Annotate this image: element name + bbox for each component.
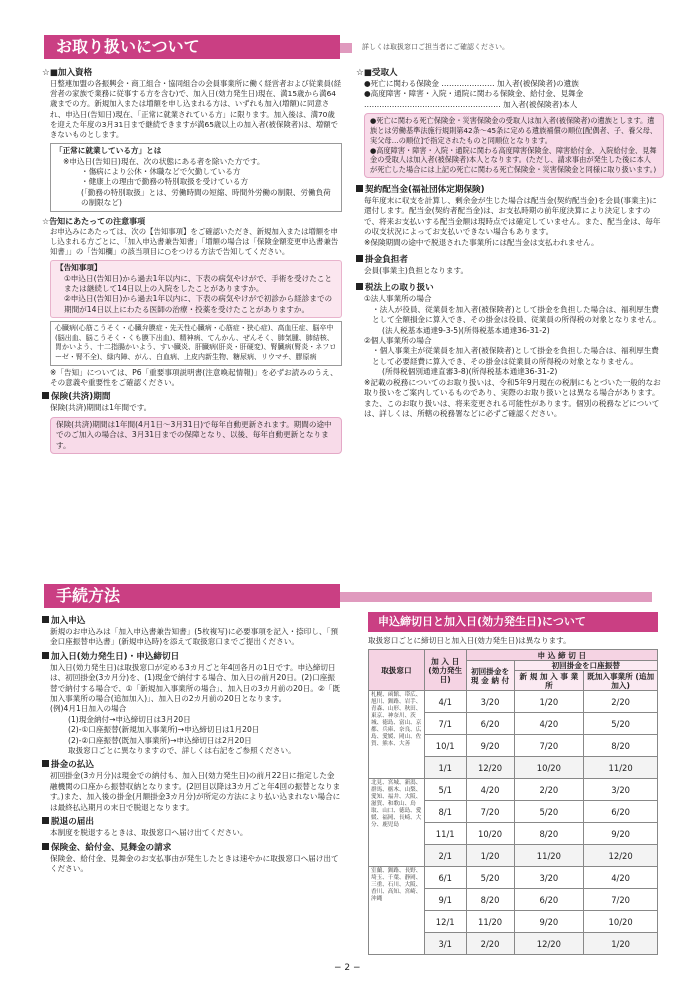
schedule-table <box>368 649 658 955</box>
header-window: 取扱窓口 <box>369 650 425 691</box>
confirm-note: 詳しくは取扱窓口ご担当者にご確認ください。 <box>362 43 509 51</box>
beneficiary-line: ……………………………………………… 加入者(被保険者)本人 <box>364 99 578 109</box>
new-deadline-cell: 11/20 <box>514 845 584 867</box>
heading-notice: ☆告知にあたっての注意事項 <box>42 216 146 226</box>
notice-item: ①申込日(告知日)から過去1年以内に、下表の病気やけがで、手術を受けたことまたは継続して14日以上の入院をしたことがありますか。 <box>64 273 333 294</box>
normal-employment-box <box>50 143 342 211</box>
join-date-cell: 11/1 <box>424 823 466 845</box>
example-line: (2)-②口座振替(既加入事業所)→申込締切日は2月20日 <box>68 735 252 745</box>
header-existing: 既加入事業所 (追加加入) <box>584 671 658 691</box>
notice-note: ※「告知」については、P6「重要事項説明書(注意喚起情報)」を必ずお読みのうえ、その意義や重要性をご確認ください。 <box>50 367 338 388</box>
tax-line: ・個人事業主が従業員を加入者(被保険者)として掛金を負担した場合は、福利厚生費として必要経費に算入でき、その掛金は従業員の所得税の対象となりません。 <box>372 346 659 366</box>
cash-deadline-cell: 7/20 <box>466 801 514 823</box>
join-date-cell: 5/1 <box>424 779 466 801</box>
cash-deadline-cell: 9/20 <box>466 735 514 757</box>
join-date-cell: 6/1 <box>424 867 466 889</box>
new-deadline-cell: 3/20 <box>514 867 584 889</box>
header-join-date: 加 入 日 (効力発生日) <box>424 650 466 691</box>
heading-beneficiary: ☆ ■受取人 <box>356 67 664 79</box>
beneficiary-pink-1: ●死亡に関わる死亡保険金・災害保険金の受取人は加入者(被保険者)の遺族とします。遺族とは労働基準法施行規則第42条〜45条に定める遺族補償の順位[配偶者、子、養父母、実父母…の順位]で指定されたものと同順位となります。 <box>370 116 658 145</box>
banner-tail <box>340 592 652 602</box>
join-date-cell: 8/1 <box>424 801 466 823</box>
payer-body: 会員(事業主)負担となります。 <box>364 266 469 276</box>
header-cash: 初回掛金を 現 金 納 付 <box>466 661 514 691</box>
existing-deadline-cell: 8/20 <box>584 735 658 757</box>
notice-items-box <box>50 260 342 318</box>
join-date-cell: 9/1 <box>424 889 466 911</box>
section-title-procedure: 手続方法 <box>44 584 340 608</box>
payment-body: 初回掛金(3カ月分)は現金での納付も、加入日(効力発生日)の前月22日に指定した金融機関の口座から振替収納となります。(2回目以降は3カ月ごと年4回の振替となります。)また、加入後の掛金(月額掛金3カ月分)が所定の方法により払い込まれない場合には最終払込期月の末日で脱退となります。 <box>50 771 341 812</box>
new-deadline-cell: 7/20 <box>514 735 584 757</box>
header-deadline: 申 込 締 切 日 <box>466 650 657 661</box>
header-new: 新 規 加 入 事 業 所 <box>514 671 584 691</box>
beneficiary-pink-box <box>364 113 664 178</box>
tax-line: ※記載の税務についてのお取り扱いは、令和5年9月現在の税制にもとづいた一般的なお取り扱いをご案内しているものであり、実際のお取り扱いとは異なる場合があります。また、このお取り扱いは、将来変更される可能性があります。個別の税務などについては、詳しくは、所轄の税務署などに必ずご確認ください。 <box>364 377 661 418</box>
join-date-cell: 2/1 <box>424 845 466 867</box>
period-body: 保険(共済)期間は1年間です。 <box>50 403 152 413</box>
tax-line: (所得税個別通達直審3-8)(所得税基本通達36-31-2) <box>382 367 558 377</box>
notice-items-title: 【告知事項】 <box>56 263 102 273</box>
schedule-intro: 取扱窓口ごとに締切日と加入日(効力発生日)は異なります。 <box>368 636 571 645</box>
heading-withdrawal: 脱退の届出 <box>42 816 342 828</box>
deadline-body: 加入日(効力発生日)は取扱窓口が定める3カ月ごと年4回各月の1日です。申込締切日は、初回掛金(3カ月分)を、(1)現金で納付する場合、加入日の前月20日。(2)口座振替で納付する場合で、①「新規加入事業所の場合」、加入日の3カ月前の20日。②「既加入事業所の場合(追加加入)」、加入日の2カ月前の20日となります。 <box>50 662 340 704</box>
notice-body: お申込みにあたっては、次の【告知事項】をご確認いただき、新規加入または増額を申し込まれる方ごとに、「加入申込書兼告知書」「増額の場合は「保険金額変更申込書兼告知書」」の「告知欄」の該当項目に○をつける方法で告知してください。 <box>50 226 339 257</box>
new-deadline-cell: 10/20 <box>514 757 584 779</box>
schedule-title: 申込締切日と加入日(効力発生日)について <box>368 612 658 632</box>
heading-application: 加入申込 <box>42 615 342 627</box>
existing-deadline-cell: 7/20 <box>584 889 658 911</box>
existing-deadline-cell: 5/20 <box>584 713 658 735</box>
banner-tail <box>340 43 352 53</box>
page-number: − 2 − <box>334 963 361 973</box>
existing-deadline-cell: 12/20 <box>584 845 658 867</box>
heading-eligibility: ☆ ■加入資格 <box>42 67 342 79</box>
join-date-cell: 10/1 <box>424 735 466 757</box>
disease-list-box: 心臓病(心筋こうそく・心臓弁膜症・先天性心臓病・心筋症・狭心症)、高血圧症、脳卒中(脳出血、脳こうそく・くも膜下出血)、精神病、てんかん、ぜんそく、肺気腫、肺結核、胃かいよう、十二指腸かいよう、すい臓炎、肝臓病(肝炎・肝硬変)、腎臓病(腎炎・ネフローゼ・腎不全)、緑内障、がん、白血病、上皮内新生物、糖尿病、リウマチ、膠原病 <box>50 321 342 365</box>
box-line: (「勤務の特別取扱」とは、労働時間の短縮、時間外労働の制限、労働負荷の制限など) <box>81 187 331 208</box>
example-line: (例)4月1日加入の場合 <box>50 704 127 714</box>
join-date-cell: 7/1 <box>424 713 466 735</box>
existing-deadline-cell: 11/20 <box>584 757 658 779</box>
existing-deadline-cell: 1/20 <box>584 933 658 955</box>
cash-deadline-cell: 11/20 <box>466 911 514 933</box>
dividend-body: 毎年度末に収支を計算し、剰余金が生じた場合は配当金(契約配当金)を会員(事業主)に還付します。配当金(契約者配当金)は、お支払時期の前年度決算により決定しますので、将来お支払いする配当金額は現時点では確定していません。また、配当金は、毎年の収支状況によってお支払いできない場合もあります。 <box>364 196 661 237</box>
dividend-note: ※保険期間の途中で脱退された事業所には配当金は支払われません。 <box>364 237 599 247</box>
join-date-cell: 1/1 <box>424 757 466 779</box>
example-line: (2)-①口座振替(新規加入事業所)→申込締切日は1月20日 <box>68 725 260 735</box>
cash-deadline-cell: 12/20 <box>466 757 514 779</box>
existing-deadline-cell: 2/20 <box>584 691 658 713</box>
existing-deadline-cell: 4/20 <box>584 867 658 889</box>
left-column-lower <box>42 612 342 874</box>
beneficiary-line: ●高度障害・障害・入院・通院に関わる保険金、給付金、見舞金 <box>364 89 584 99</box>
period-pink-box: 保険(共済)期間は1年間(4月1日〜3月31日)で毎年自動更新されます。期間の途中でのご加入の場合は、3月31日までの保障となり、以後、毎年自動更新となります。 <box>50 417 342 454</box>
new-deadline-cell: 2/20 <box>514 779 584 801</box>
normal-employment-title: 「正常に就業している方」とは <box>55 146 162 156</box>
new-deadline-cell: 4/20 <box>514 713 584 735</box>
table-row <box>369 867 658 889</box>
join-date-cell: 12/1 <box>424 911 466 933</box>
table-row <box>369 691 658 713</box>
new-deadline-cell: 5/20 <box>514 801 584 823</box>
new-deadline-cell: 6/20 <box>514 889 584 911</box>
heading-tax: 税法上の取り扱い <box>356 282 664 294</box>
section-title-handling: お取り扱いについて <box>44 35 340 59</box>
beneficiary-pink-2: ●高度障害・障害・入院・通院に関わる高度障害保険金、障害給付金、入院給付金、見舞金の受取人は加入者(被保険者)本人となります。(ただし、請求事由が発生した後に本人が死亡した場合には上記の死亡に関わる死亡保険金・災害保険金と同様に取り扱います。) <box>370 145 657 175</box>
tax-line: (法人税基本通達9-3-5)(所得税基本通達36-31-2) <box>382 325 550 335</box>
left-column-upper <box>42 64 342 457</box>
right-column-upper <box>356 64 664 419</box>
box-line: ・健康上の理由で勤務の特別取扱を受けている方 <box>81 177 249 187</box>
new-deadline-cell: 9/20 <box>514 911 584 933</box>
example-line: (1)現金納付→申込締切日は3月20日 <box>68 714 191 724</box>
cash-deadline-cell: 8/20 <box>466 889 514 911</box>
cash-deadline-cell: 5/20 <box>466 867 514 889</box>
cash-deadline-cell: 6/20 <box>466 713 514 735</box>
cash-deadline-cell: 3/20 <box>466 691 514 713</box>
withdrawal-body: 本制度を脱退するときは、取扱窓口へ届け出てください。 <box>50 828 248 838</box>
heading-payer: 掛金負担者 <box>356 254 664 266</box>
new-deadline-cell: 12/20 <box>514 933 584 955</box>
cash-deadline-cell: 4/20 <box>466 779 514 801</box>
heading-dividend: 契約配当金(福祉団体定期保険) <box>356 184 664 196</box>
tax-line: ・法人が役員、従業員を加入者(被保険者)として掛金を負担した場合は、福利厚生費として全額損金に算入でき、その掛金は役員、従業員の所得税の対象となりません。 <box>372 304 661 325</box>
application-body: 新規のお申込みは「加入申込書兼告知書」(5枚複写)に必要事項を記入・捺印し、「預金口座振替申込書」(新規申込時)を添えて取扱窓口までご提出ください。 <box>50 627 338 647</box>
box-line: ・傷病により公休・休職などで欠勤している方 <box>81 167 241 177</box>
claim-body: 保険金、給付金、見舞金のお支払事由が発生したときは速やかに取扱窓口へ届け出てください。 <box>50 853 339 873</box>
tax-line: ②個人事業所の場合 <box>364 336 432 346</box>
cash-deadline-cell: 10/20 <box>466 823 514 845</box>
cash-deadline-cell: 2/20 <box>466 933 514 955</box>
example-line: 取扱窓口ごとに異なりますので、詳しくは右記をご参照ください。 <box>68 746 296 756</box>
existing-deadline-cell: 6/20 <box>584 801 658 823</box>
heading-payment: 掛金の払込 <box>42 759 342 771</box>
heading-period: 保険(共済)期間 <box>42 391 342 403</box>
beneficiary-line: ●死亡に関わる保険金 ………………… 加入者(被保険者)の遺族 <box>364 79 579 88</box>
cash-deadline-cell: 1/20 <box>466 845 514 867</box>
new-deadline-cell: 8/20 <box>514 823 584 845</box>
existing-deadline-cell: 9/20 <box>584 823 658 845</box>
window-prefectures: 室蘭、釧路、長野、埼玉、千葉、静岡、三重、石川、大阪、香川、高知、宮崎、沖縄 <box>369 867 425 955</box>
window-prefectures: 札幌、函館、帯広、旭川、釧路、岩手、青森、山形、秋田、東京、神奈川、茨城、徳島、富山、京都、兵庫、奈良、広島、愛媛、岡山、佐賀、熊本、大善 <box>369 691 425 779</box>
window-prefectures: 北見、宮城、新潟、群馬、栃木、山梨、愛知、福井、大阪、滋賀、和歌山、鳥取、山口、徳島、愛媛、福岡、長崎、大分、鹿児島 <box>369 779 425 867</box>
existing-deadline-cell: 10/20 <box>584 911 658 933</box>
notice-item: ②申込日(告知日)から過去1年以内に、下表の病気やけがで初診から経診までの期間が14日以上にわたる医師の治療・投薬を受けたことがありますか。 <box>64 294 333 314</box>
existing-deadline-cell: 3/20 <box>584 779 658 801</box>
join-date-cell: 4/1 <box>424 691 466 713</box>
tax-line: ①法人事業所の場合 <box>364 294 432 304</box>
join-date-cell: 3/1 <box>424 933 466 955</box>
header-transfer: 初回掛金を口座振替 <box>514 661 658 671</box>
heading-claim: 保険金、給付金、見舞金の請求 <box>42 842 342 854</box>
table-row <box>369 779 658 801</box>
heading-deadline: 加入日(効力発生日)・申込締切日 <box>42 651 342 663</box>
box-line: ※申込日(告知日)現在、次の状態にある者を除いた方です。 <box>63 156 265 166</box>
new-deadline-cell: 1/20 <box>514 691 584 713</box>
eligibility-body: 日整連加盟の各振興会・商工組合・協同組合の会員事業所に働く経営者および従業員(経営者の家族で業務に従事する方を含む)で、加入日(効力発生日)現在、満15歳から満64歳までの方。新規加入または増額を申し込まれる方は、いずれも加入(増額)に同意され、申込日(告知日)現在、「正常に就業されている方」に限ります。加入後は、満70歳を迎えた年度の3月31日まで継続できますが満65歳以上の加入者(被保険者)は、増額できないものとします。 <box>50 79 342 140</box>
